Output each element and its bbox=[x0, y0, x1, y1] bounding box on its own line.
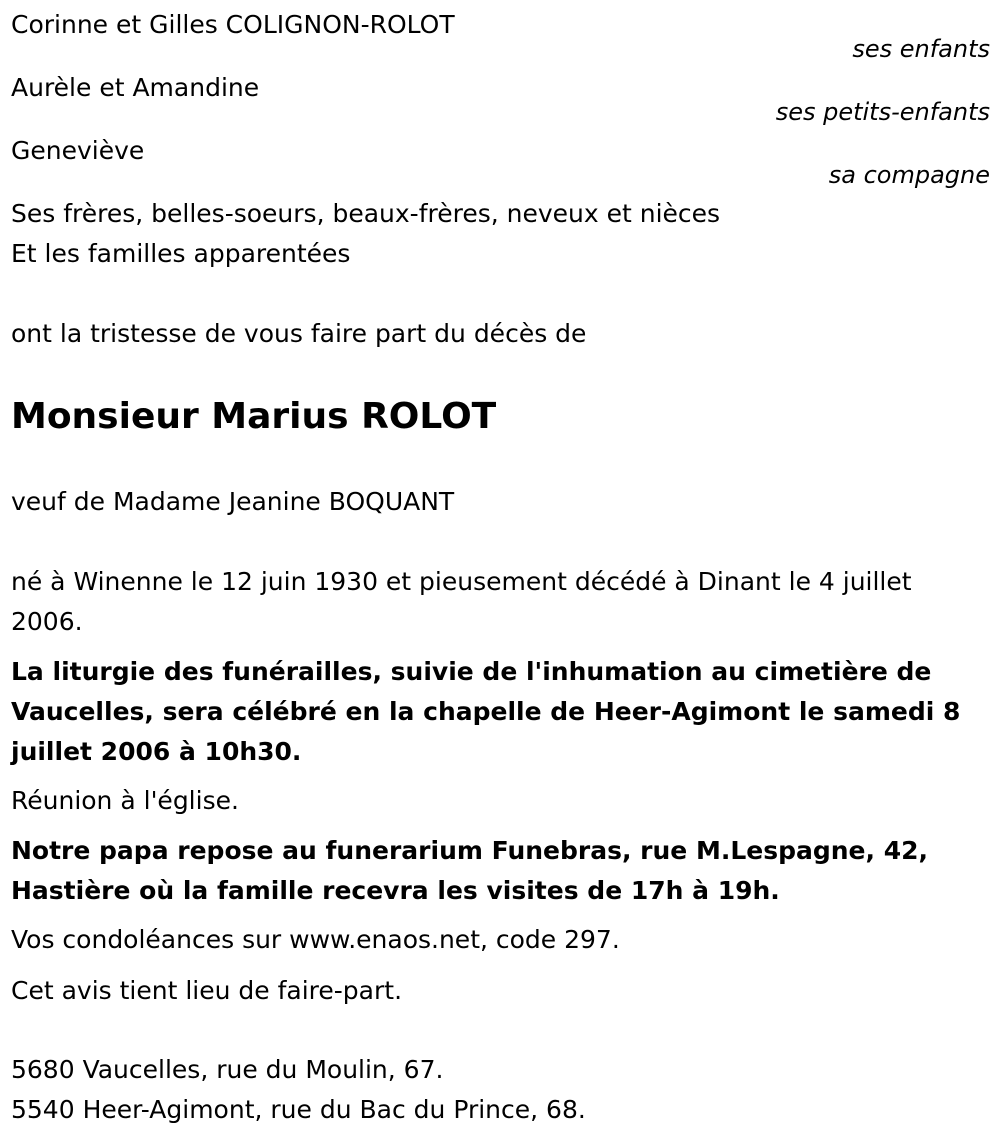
meeting-text: Réunion à l'église. bbox=[11, 786, 239, 815]
companion-name: Geneviève bbox=[11, 136, 145, 165]
announcement-text: ont la tristesse de vous faire part du décès de bbox=[11, 319, 587, 348]
notice-text: Cet avis tient lieu de faire-part. bbox=[11, 976, 403, 1005]
deceased-name: Monsieur Marius ROLOT bbox=[11, 396, 497, 437]
birth-death-text: né à Winenne le 12 juin 1930 et pieusement décédé à Dinant le 4 juillet 2006. bbox=[11, 567, 912, 636]
address-vaucelles: 5680 Vaucelles, rue du Moulin, 67. bbox=[11, 1055, 444, 1084]
visitation-text: Notre papa repose au funerarium Funebras, rue M.Lespagne, 42, Hastière où la famille recevra les visites de 17h à 19h. bbox=[11, 836, 929, 905]
companion-role: sa compagne bbox=[828, 161, 990, 189]
condolences-text: Vos condoléances sur www.enaos.net, code 297. bbox=[11, 925, 620, 954]
liturgy-text: La liturgie des funérailles, suivie de l'inhumation au cimetière de Vaucelles, sera célébré en la chapelle de Heer-Agimont le samedi 8 juillet 2006 à 10h30. bbox=[11, 657, 961, 766]
children-names: Corinne et Gilles COLIGNON-ROLOT bbox=[11, 10, 455, 39]
grandchildren-names: Aurèle et Amandine bbox=[11, 73, 260, 102]
widower-line: veuf de Madame Jeanine BOQUANT bbox=[11, 487, 455, 516]
relatives-line: Et les familles apparentées bbox=[11, 239, 351, 268]
grandchildren-role: ses petits-enfants bbox=[775, 98, 990, 126]
address-heer-agimont: 5540 Heer-Agimont, rue du Bac du Prince, 68. bbox=[11, 1095, 586, 1124]
siblings-line: Ses frères, belles-soeurs, beaux-frères, neveux et nièces bbox=[11, 199, 721, 228]
children-role: ses enfants bbox=[852, 35, 990, 63]
